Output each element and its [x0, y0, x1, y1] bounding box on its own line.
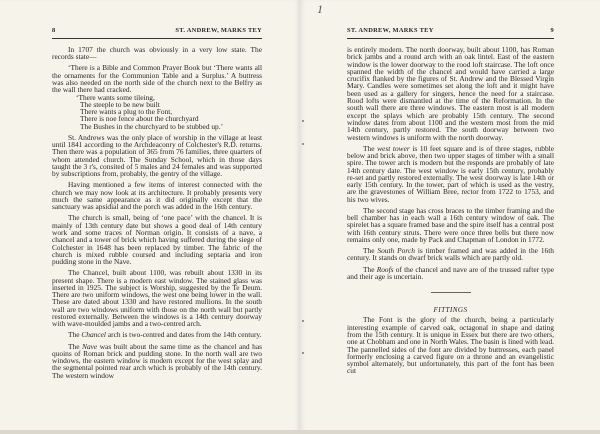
quoted-verse [76, 92, 262, 131]
binding-hole [302, 352, 304, 354]
text: The [68, 330, 82, 340]
text: The [68, 341, 83, 351]
binding-hole [302, 143, 304, 145]
paragraph [347, 247, 554, 262]
text: The [363, 143, 378, 153]
paragraph [52, 331, 262, 338]
paragraph: The church is small, being of ‘one pace’ with the chancel. It is mainly of 13th century date but shows a good deal of 14th century work and some traces of Norman origin. It consists of a nave, a chancel and a tower of brick which having suffered during the siege of Colchester in 1648 has been replaced by timber. The fabric of the church is mixed rubble coursed and including septaria and iron pudding stone in the Nave. [52, 213, 262, 267]
paragraph: ‘There is a Bible and Common Prayer Book but ‘There wants all the ornaments for the Communion Table and a Surplus.’ A buttress was also needed on the north side of the church next to the Belfry as the wall there had cracked. [52, 63, 262, 95]
verse-line: There is noe fence about the churchyard [80, 114, 199, 124]
running-header [52, 27, 262, 34]
paragraph [347, 266, 554, 281]
page-edge [0, 430, 300, 434]
italic-term: west tower [377, 143, 410, 153]
verse-line: There wants a plug to the Font, [80, 107, 173, 117]
paragraph: The Font is the glory of the church, being a particularly interesting example of carved oak, octagonal in shape and dating from the 15th century. It is unique in Essex but there are two others, one at Chobham and one in North Wales. The basin is lined with lead. The pannelled sides of the font are divided by buttresses, each panel formerly enclosing a carved figure on a throne and an evangelistic symbol alternately, but unfortunately, this part of the font has been cut [347, 315, 554, 376]
text: The [363, 264, 377, 274]
section-separator [431, 292, 471, 293]
paragraph [52, 343, 262, 379]
italic-term: Chancel [81, 330, 106, 340]
paragraph: Having mentioned a few items of interest connected with the church we may now look at its architecture. It probably presents very much the same appearance as it did originally except that the sanctuary was apsidial and the porch was added in the 16th century. [52, 180, 262, 212]
text: is 10 feet square and is of three stages, rubble below and brick above, then two upper stages of timber with a small spire. The tower arch is modern but the responds are probably of late 14th century date. The west window is early 15th century, probably re-set and partly restored externally. The west doorway is late 14th or early 15th century. In the tower, part of which is used as the vestry, are the gravestones of William Bree, rector from 1722 to 1753, and his two wives. [347, 143, 554, 204]
paragraph: is entirely modern. The north doorway, built about 1100, has Roman brick jambs and a round arch with an oak lintel. East of the eastern window is the lower doorway to the rood loft staircase. The loft once spanned the width of the chancel and would have carried a large crucifix flanked by the figures of St. Andrew and the Blessed Virgin Mary. Candles were sometimes set along the loft and it might have been used as a gallery for singers, hence the need for a staircase. Rood lofts were dismantled at the time of the Reformation. In the south wall there are three windows. The eastern most is all modern except the splays which are probably 15th century. The second window dates from about 1100 and the western most from the mid 14th century, partly restored. The south doorway between two western windows is uniform with the north doorway. [347, 45, 554, 142]
paragraph: The second stage has cross braces to the timber framing and the bell chamber has in each wall a 16th century window of oak. The spirelet has a square framed base and the spire itself has a central post with 16th century struts. There were once three bells but there now remains only one, made by Pack and Chapman of London in 1772. [347, 205, 554, 245]
header-rule [347, 38, 554, 39]
running-header [347, 27, 554, 34]
running-head: ST. ANDREW, MARKS TEY [347, 27, 434, 34]
page-edge [300, 430, 600, 434]
italic-term: South Porch [377, 246, 415, 256]
paragraph: In 1707 the church was obviously in a very low state. The records state— [52, 45, 262, 62]
section-title: FITTINGS [433, 306, 468, 315]
text: of the chancel and nave are of the trussed rafter type and their age is uncertain. [347, 264, 554, 281]
running-head: ST. ANDREW, MARKS TEY [175, 27, 262, 34]
italic-term: Roofs [376, 264, 394, 274]
page-body [52, 46, 262, 383]
italic-term: Nave [82, 341, 98, 351]
page-number: 9 [550, 27, 554, 34]
pencil-mark: 1 [317, 2, 323, 16]
verse-line: ‘There wants some tileing, [76, 92, 155, 102]
binding-hole [302, 320, 304, 322]
verse-line: The steeple to be new built [80, 99, 160, 109]
binding-hole [302, 120, 304, 122]
paragraph [347, 145, 554, 203]
page-number: 8 [52, 27, 56, 34]
paragraph: St. Andrews was the only place of worship in the village at least until 1841 according to the Archdeaconry of Colchester's R.D. returns. Then there was a population of 365 from 76 families, three quarters of whom attended church. The Sunday School, which in those days taught the 3 r's, consited of 5 males and 24 females and was supported by subscriptions from, probably, the gentry of the village. [52, 132, 262, 179]
header-rule [52, 38, 262, 39]
right-page [300, 0, 600, 434]
paragraph: The Chancel, built about 1100, was rebuilt about 1330 in its present shape. There is a modern east window. The stained glass was inserted in 1925. The subject is Worship, suggested by the Te Deum. There are two uniform windows, the west one being lower in the wall. These are dated about 1330 and have restored mullions. In the south wall are two windows uniform with those on the north wall but partly restored externally. Between the windows is a 14th century doorway with wave-moulded jambs and a two-centred arch. [52, 268, 262, 329]
text: was built about the same time as the chancel and has quoins of Roman brick and pudding stone. In the north wall are two windows, the eastern window is modern except for the west splay and the segmental pointed rear arch which is probably of the 14th century. The western window [52, 341, 262, 380]
text: is timber framed and was added in the 16th century. It stands on dwarf brick walls which are partly old. [347, 246, 554, 263]
text: The [363, 246, 378, 256]
verse-line: The Bushes in the churchyard to be stubbed up.’ [80, 121, 224, 131]
page-body [347, 46, 554, 379]
text: arch is two-centred and dates from the 14th century. [105, 330, 262, 340]
